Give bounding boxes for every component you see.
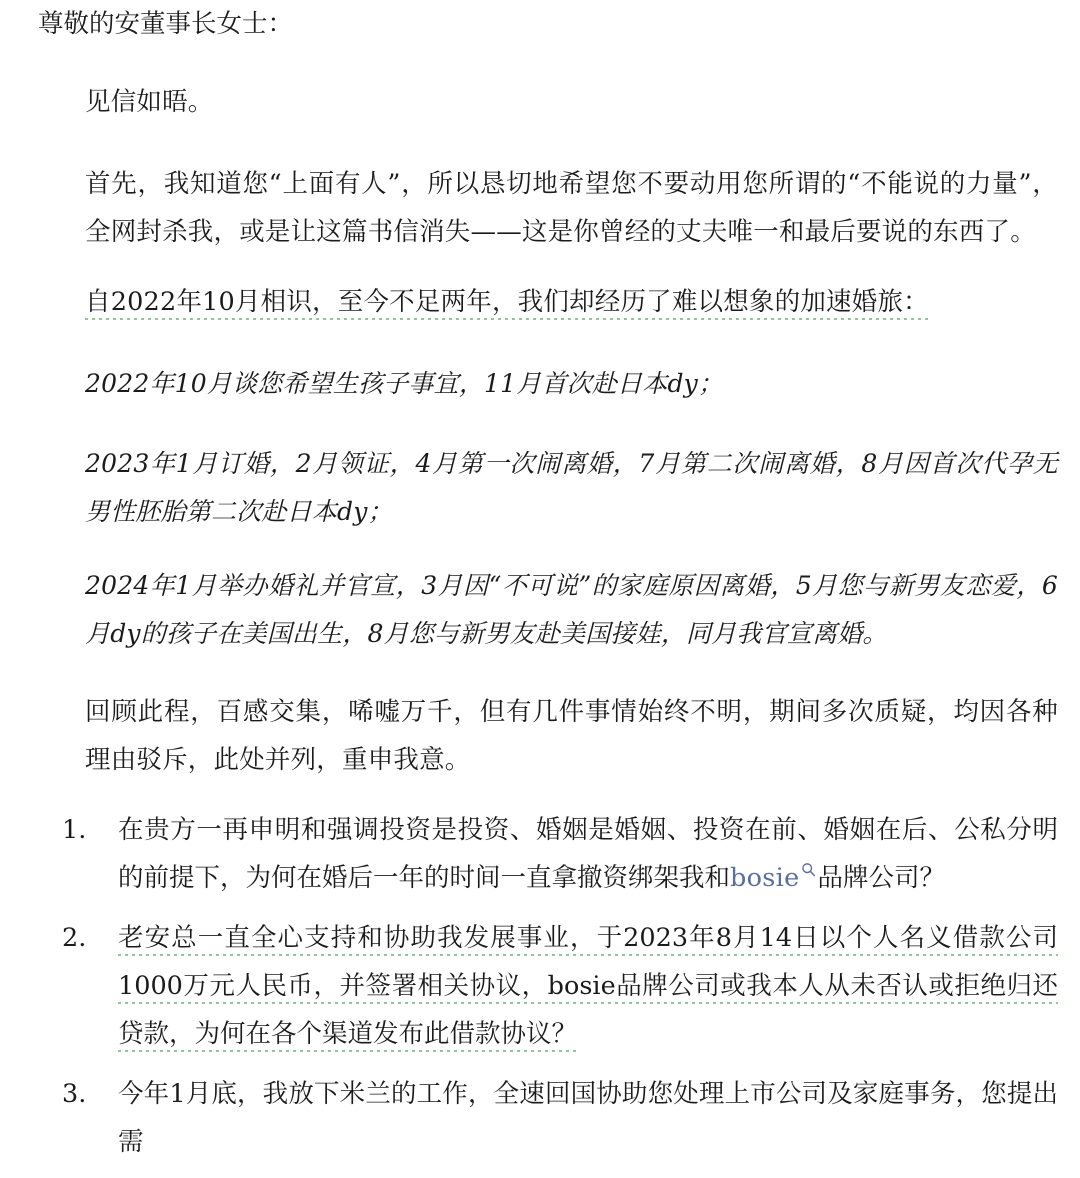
paragraph-first: 首先，我知道您“上面有人”，所以恳切地希望您不要动用您所谓的“不能说的力量”，全网封杀我，或是让这篇书信消失——这是你曾经的丈夫唯一和最后要说的东西了。 bbox=[85, 169, 1058, 247]
list-item-1-body bbox=[118, 806, 1080, 902]
grammar-marked-text: 自2022年10月相识，至今不足两年，我们却经历了难以想象的加速婚旅： bbox=[85, 287, 929, 320]
list-marker-1: 1. bbox=[62, 815, 87, 845]
list-item-1-text-after-link: 品牌公司？ bbox=[817, 863, 946, 893]
bosie-link[interactable]: bosie bbox=[730, 863, 800, 893]
question-list bbox=[0, 806, 1080, 1178]
list-item-2-body bbox=[118, 914, 1080, 1058]
salutation-line: 尊敬的安董事长女士： bbox=[38, 9, 294, 39]
list-marker-3: 3. bbox=[62, 1079, 87, 1109]
list-item bbox=[0, 1070, 1080, 1166]
timeline-entry-2023: 2023年1月订婚，2月领证，4月第一次闹离婚，7月第二次闹离婚，8月因首次代孕无男性胚胎第二次赴日本dy； bbox=[85, 449, 1058, 526]
list-item bbox=[0, 806, 1080, 902]
list-item-1-text-before-link: 在贵方一再申明和强调投资是投资、婚姻是婚姻、投资在前、婚姻在后、公私分明的前提下，为何在婚后一年的时间一直拿撤资绑架我和 bbox=[118, 815, 1058, 893]
timeline-entry-2024: 2024年1月举办婚礼并官宣，3月因“不可说”的家庭原因离婚，5月您与新男友恋爱，6月dy的孩子在美国出生，8月您与新男友赴美国接娃，同月我官宣离婚。 bbox=[85, 571, 1058, 648]
paragraph-timeline-intro bbox=[85, 278, 1058, 326]
search-icon[interactable] bbox=[801, 862, 816, 877]
paragraph-review: 回顾此程，百感交集，唏嘘万千，但有几件事情始终不明，期间多次质疑，均因各种理由驳斥，此处并列，重申我意。 bbox=[85, 697, 1058, 775]
greeting-paragraph: 见信如晤。 bbox=[85, 87, 214, 117]
list-item-3-body: 今年1月底，我放下米兰的工作，全速回国协助您处理上市公司及家庭事务，您提出需 bbox=[118, 1079, 1058, 1157]
list-item bbox=[0, 914, 1080, 1058]
grammar-marked-text: 老安总一直全心支持和协助我发展事业，于2023年8月14日以个人名义借款公司1000万元人民币，并签署相关协议，bosie品牌公司或我本人从未否认或拒绝归还贷款，为何在各个渠道发布此借款协议？ bbox=[118, 923, 1058, 1052]
list-marker-2: 2. bbox=[62, 923, 87, 953]
timeline-entry-2022: 2022年10月谈您希望生孩子事宜，11月首次赴日本dy； bbox=[85, 369, 724, 398]
